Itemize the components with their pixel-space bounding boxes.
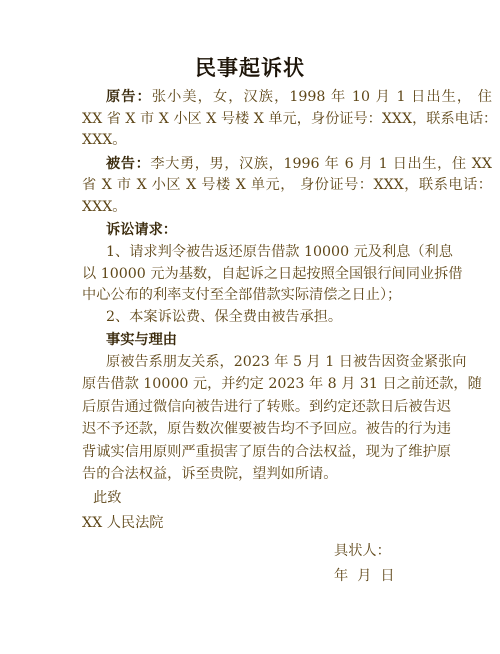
- claim-2: 2、本案诉讼费、保全费由被告承担。: [106, 309, 343, 325]
- signature-date: 年 月 日: [334, 568, 395, 584]
- defendant-line-1: [106, 155, 492, 173]
- document-title: 民事起诉状: [195, 55, 305, 80]
- claim-1-line-3: 中心公布的利率支付至全部借款实际清偿之日止）；: [82, 287, 402, 303]
- claims-heading: 诉讼请求：: [106, 222, 177, 238]
- plaintiff-line-1-text: 张小美，女，汉族，1998 年 10 月 1 日出生， 住: [151, 89, 492, 105]
- plaintiff-label: 原告：: [106, 89, 152, 105]
- closing-cizhi: 此致: [93, 490, 122, 506]
- defendant-line-1-text: 李大勇，男，汉族，1996 年 6 月 1 日出生，住 XX: [150, 156, 492, 172]
- plaintiff-line-3: XXX。: [82, 132, 127, 148]
- signer-label: 具状人：: [334, 543, 391, 559]
- defendant-line-3: XXX。: [82, 199, 127, 215]
- claim-1-line-1: 1、请求判令被告返还原告借款 10000 元及利息（利息: [106, 244, 453, 260]
- facts-line-2: 原告借款 10000 元，并约定 2023 年 8 月 31 日之前还款，随: [82, 376, 482, 392]
- defendant-line-2: 省 X 市 X 小区 X 号楼 X 单元， 身份证号：XXX，联系电话：: [82, 177, 492, 193]
- court-name: XX 人民法院: [82, 515, 164, 531]
- plaintiff-line-2: XX 省 X 市 X 小区 X 号楼 X 单元，身份证号：XXX，联系电话：: [82, 111, 498, 127]
- plaintiff-line-1: [106, 88, 492, 106]
- facts-line-4: 迟不予还款，原告数次催要被告均不予回应。被告的行为违: [82, 421, 451, 437]
- facts-line-5: 背诚实信用原则严重损害了原告的合法权益，现为了维护原: [82, 444, 451, 460]
- facts-line-6: 告的合法权益，诉至贵院，望判如所请。: [82, 466, 338, 482]
- facts-line-1: 原被告系朋友关系，2023 年 5 月 1 日被告因资金紧张向: [106, 354, 467, 370]
- claim-1-line-2: 以 10000 元为基数，自起诉之日起按照全国银行间同业拆借: [82, 266, 463, 282]
- facts-line-3: 后原告通过微信向被告进行了转账。到约定还款日后被告迟: [82, 399, 451, 415]
- facts-heading: 事实与理由: [106, 332, 177, 348]
- defendant-label: 被告：: [106, 156, 151, 172]
